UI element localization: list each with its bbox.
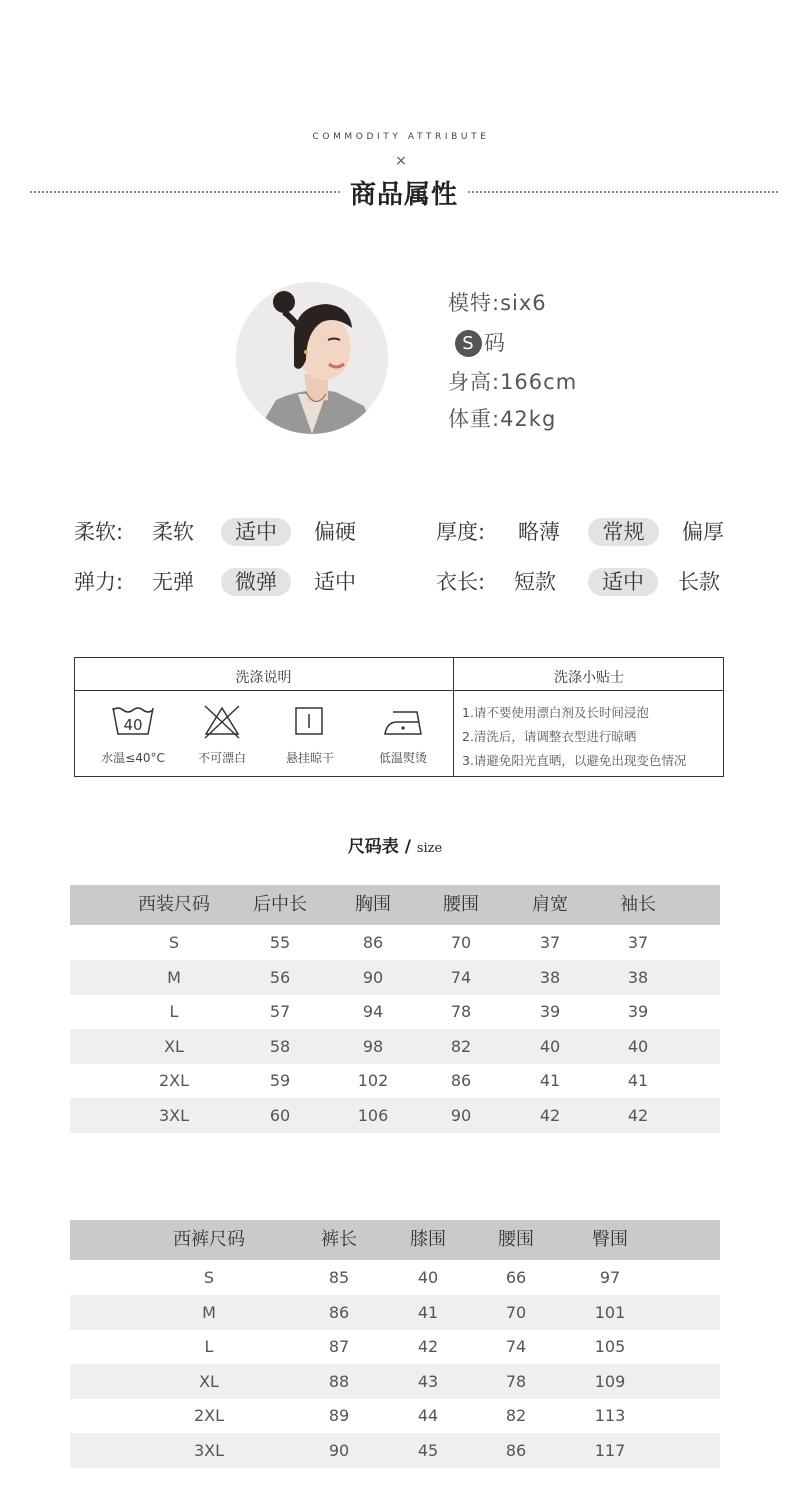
model-name: 模特:six6	[448, 291, 547, 315]
size-chart-title	[0, 832, 790, 857]
pants-table-cell: S	[203, 1268, 215, 1287]
attr-length-option: 短款	[514, 570, 556, 594]
washing-tips-title: 洗涤小贴士	[554, 670, 624, 686]
suit-table-cell: 38	[539, 967, 561, 987]
pants-table-cell: 44	[417, 1406, 439, 1426]
pants-table-cell: 101	[594, 1302, 626, 1322]
attr-thickness-option: 偏厚	[682, 520, 724, 544]
model-weight: 体重:42kg	[448, 407, 557, 431]
attr-thickness-option-selected: 常规	[588, 518, 659, 546]
attr-elasticity-option-selected: 微弹	[221, 568, 291, 596]
pants-table-cell: 43	[417, 1371, 439, 1391]
pants-table-cell: 89	[328, 1406, 350, 1426]
pants-table-cell: 105	[594, 1337, 626, 1357]
pants-column-header: 膝围	[410, 1229, 446, 1250]
pants-table-cell: 90	[328, 1441, 350, 1460]
wash-40-icon	[110, 704, 156, 742]
hang-dry-label: 悬挂晾干	[285, 751, 334, 765]
suit-table-cell: 55	[269, 933, 291, 952]
suit-table-cell: 78	[450, 1002, 472, 1022]
suit-column-header: 后中长	[253, 894, 307, 915]
suit-table-cell: 59	[269, 1071, 291, 1091]
model-photo-icon	[236, 282, 388, 434]
pants-column-header: 腰围	[498, 1229, 534, 1250]
pants-table-cell: 85	[328, 1268, 350, 1287]
size-unit: 码	[484, 331, 506, 355]
suit-column-header: 胸围	[355, 894, 391, 915]
suit-table-cell: 106	[357, 1106, 389, 1125]
suit-table-cell: M	[167, 967, 181, 987]
attr-length-option-selected: 适中	[588, 568, 658, 596]
suit-table-cell: 40	[539, 1036, 561, 1056]
suit-table-cell: 39	[627, 1002, 649, 1022]
attr-length-option: 长款	[678, 570, 720, 594]
suit-table-cell: 40	[627, 1036, 649, 1056]
size-title-sep: /	[398, 837, 417, 857]
pants-table-cell: XL	[199, 1371, 219, 1391]
no-bleach-icon	[202, 704, 242, 744]
attr-softness-option: 偏硬	[314, 520, 356, 544]
washing-tip: 1.请不要使用漂白剂及长时间浸泡	[462, 705, 649, 720]
pants-table-cell: 113	[594, 1406, 626, 1426]
suit-column-header: 肩宽	[532, 894, 568, 915]
suit-table-cell: 38	[627, 967, 649, 987]
suit-table-cell: 102	[357, 1071, 389, 1091]
pants-table-cell: 97	[599, 1268, 621, 1287]
pants-table-cell: 45	[417, 1441, 439, 1460]
pants-table-cell: 82	[505, 1406, 527, 1426]
pants-table-cell: M	[202, 1302, 216, 1322]
suit-column-header: 西装尺码	[138, 894, 210, 915]
size-badge: S	[455, 330, 482, 357]
attr-elasticity-option: 无弹	[152, 570, 194, 594]
washing-title: 洗涤说明	[235, 670, 292, 686]
attr-elasticity-option: 适中	[314, 570, 356, 594]
wash-40-label: 水温≤40°C	[101, 751, 165, 765]
suit-table-cell: 86	[362, 933, 384, 952]
suit-column-header: 腰围	[443, 894, 479, 915]
attr-elasticity-label: 弹力:	[74, 570, 124, 594]
no-bleach-label: 不可漂白	[197, 751, 246, 765]
pants-table-cell: 40	[417, 1268, 439, 1287]
suit-table-cell: 37	[539, 933, 561, 952]
pants-table-cell: 70	[505, 1302, 527, 1322]
pants-table-cell: 87	[328, 1337, 350, 1357]
suit-table-cell: 41	[539, 1071, 561, 1091]
wash-temp-number: 40	[123, 716, 143, 734]
pants-column-header: 裤长	[321, 1229, 357, 1250]
pants-table-cell: 66	[505, 1268, 527, 1287]
suit-table-cell: 56	[269, 967, 291, 987]
suit-column-header: 袖长	[620, 894, 656, 915]
suit-table-cell: 82	[450, 1036, 472, 1056]
suit-table-cell: 42	[627, 1106, 649, 1125]
suit-table-cell: 57	[269, 1002, 291, 1022]
pants-table-cell: 86	[505, 1441, 527, 1460]
attr-thickness-label: 厚度:	[436, 520, 486, 544]
washing-divider-horizontal	[74, 690, 724, 691]
suit-table-cell: XL	[164, 1036, 184, 1056]
header-title-en: COMMODITY ATTRIBUTE	[312, 132, 490, 142]
pants-column-header: 臀围	[592, 1229, 628, 1250]
pants-table-cell: 42	[417, 1337, 439, 1357]
model-avatar	[236, 282, 388, 434]
hang-dry-icon	[293, 704, 325, 742]
suit-table-cell: 70	[450, 933, 472, 952]
model-size	[455, 328, 506, 357]
pants-table-cell: 2XL	[193, 1406, 225, 1426]
pants-table-cell: 74	[505, 1337, 527, 1357]
washing-tip: 2.清洗后，请调整衣型进行晾晒	[462, 729, 637, 744]
attr-softness-option: 柔软	[152, 520, 194, 544]
attr-softness-option-selected: 适中	[221, 518, 291, 546]
pants-table-cell: L	[204, 1337, 214, 1357]
suit-table-cell: 37	[627, 933, 649, 952]
size-title-cn: 尺码表	[347, 837, 399, 857]
attr-thickness-option: 略薄	[518, 520, 560, 544]
suit-table-cell: 2XL	[158, 1071, 190, 1091]
model-height: 身高:166cm	[448, 370, 578, 394]
suit-table-cell: 41	[627, 1071, 649, 1091]
attr-softness-label: 柔软:	[74, 520, 124, 544]
header-title-cn: 商品属性	[349, 180, 458, 210]
pants-table-cell: 88	[328, 1371, 350, 1391]
pants-table-cell: 41	[417, 1302, 439, 1322]
suit-table-cell: 98	[362, 1036, 384, 1056]
suit-table-cell: 58	[269, 1036, 291, 1056]
pants-table-cell: 78	[505, 1371, 527, 1391]
pants-table-cell: 109	[594, 1371, 626, 1391]
suit-table-cell: 3XL	[158, 1106, 190, 1125]
low-iron-icon	[381, 704, 425, 742]
low-iron-label: 低温熨烫	[378, 751, 427, 765]
washing-tip: 3.请避免阳光直晒，以避免出现变色情况	[462, 753, 687, 768]
attr-length-label: 衣长:	[436, 570, 486, 594]
pants-table-cell: 117	[594, 1441, 626, 1460]
pants-column-header: 西裤尺码	[173, 1229, 245, 1250]
suit-table-cell: 90	[362, 967, 384, 987]
suit-table-cell: L	[169, 1002, 179, 1022]
suit-table-cell: 90	[450, 1106, 472, 1125]
suit-table-cell: 86	[450, 1071, 472, 1091]
suit-table-cell: 42	[539, 1106, 561, 1125]
size-title-en: size	[416, 841, 443, 856]
pants-table-cell: 3XL	[193, 1441, 225, 1460]
suit-table-cell: 74	[450, 967, 472, 987]
header-separator: ×	[395, 153, 407, 169]
suit-table-cell: 60	[269, 1106, 291, 1125]
pants-table-cell: 86	[328, 1302, 350, 1322]
suit-table-cell: S	[168, 933, 180, 952]
suit-table-cell: 94	[362, 1002, 384, 1022]
suit-table-cell: 39	[539, 1002, 561, 1022]
